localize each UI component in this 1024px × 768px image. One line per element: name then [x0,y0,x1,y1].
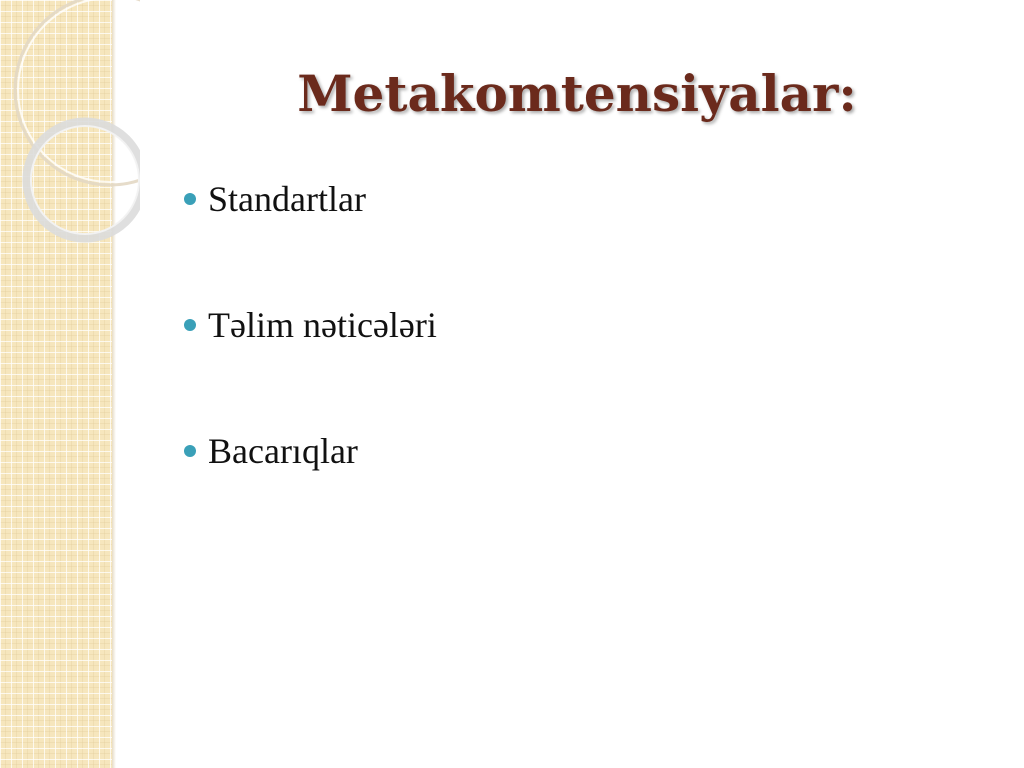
bullet-item-bacariqlar [184,424,437,478]
bullet-text: Bacarıqlar [208,431,358,471]
slide-title: Metakomtensiyalar: [297,64,857,123]
bullet-dot-icon [184,193,196,205]
bullet-dot-icon [184,445,196,457]
bullet-text: Standartlar [208,179,366,219]
bullet-list [184,172,437,550]
bullet-item-telim-neticeleri [184,298,437,352]
small-ring-highlight [31,126,139,234]
bullet-dot-icon [184,319,196,331]
decorative-rings [0,0,140,260]
bullet-text: Təlim nəticələri [208,305,437,345]
bullet-item-standartlar [184,172,437,226]
